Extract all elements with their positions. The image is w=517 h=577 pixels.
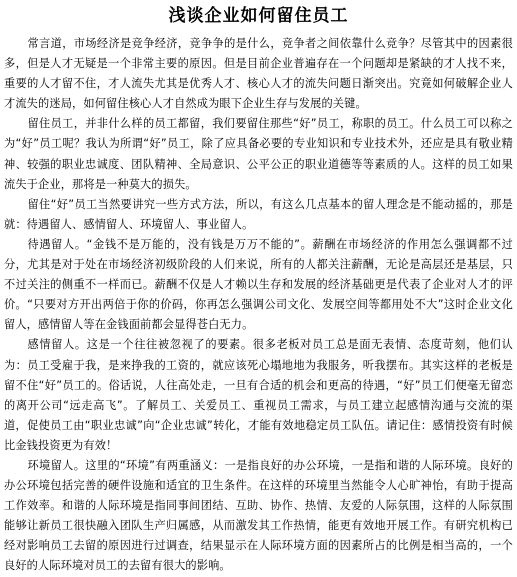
paragraph-emotional-care: 感情留人。这是一个往往被忽视了的要素。很多老板对员工总是面无表情、态度苛刻，他们认为：员工受雇于我，是来挣我的工资的，就应该死心塌地地为我服务，听我摆布。其实这样的老板是留不住“好”员工的。俗话说，人往高处走，一旦有合适的机会和更高的待遇，“好”员工们便毫无留恋的离开公司“远走高飞”。了解员工、关爱员工、重视员工需求，与员工建立起感情沟通与交流的渠道，促使员工由“职业忠诚”向“企业忠诚”转化，才能有效地稳定员工队伍。请记住：感情投资有时候比金钱投资更为有效！ [4, 338, 513, 452]
document-body [4, 34, 513, 577]
paragraph-retention-principles: 留住“好”员工当然要讲究一些方式方法，所以，有这么几点基本的留人理念是不能动摇的，那是就：待遇留人、感情留人、环境留人、事业留人。 [4, 197, 513, 231]
document-title: 浅谈企业如何留住员工 [168, 6, 349, 26]
paragraph-intro: 常言道，市场经济是竞争经济，竞争争的是什么，竞争者之间依靠什么竞争？尽管其中的因素很多，但是人才无疑是一个非常主要的原因。但是目前企业普遍存在一个问题却是紧缺的才人找不来，重要的人才留不住，才人流失尤其是优秀人才、核心人才的流失问题日渐突出。究竟如何破解企业人才流失的迷局，如何留住核心人才自然成为眼下企业生存与发展的关键。 [4, 37, 513, 111]
paragraph-good-employees: 留住员工，并非什么样的员工都留，我们要留住那些“好”员工，称职的员工。什么员工可以称之为“好”员工呢？我认为所谓“好”员工，除了应具备必要的专业知识和专业技术外，还应是具有敬业精神、较强的职业忠诚度、团队精神、全局意识、公平公正的职业道德等等素质的人。这样的员工如果流失于企业，那将是一种莫大的损失。 [4, 117, 513, 191]
paragraph-environment: 环境留人。这里的“环境”有两重涵义：一是指良好的办公环境，一是指和谐的人际环境。良好的办公环境包括完善的硬件设施和适宜的卫生条件。在这样的环境里当然能令人心旷神怡，有助于提高工作效率。和谐的人际环境是指同事间团结、互助、协作、热情、友爱的人际氛围，这样的人际氛围能够让新员工很快融入团队生产归属感，从而激发其工作热情，能更有效地开展工作。有研究机构已经对影响员工去留的原因进行过调查，结果显示在人际环境方面的因素所占的比例是相当高的，一个良好的人际环境对员工的去留有很大的影响。 [4, 458, 513, 573]
paragraph-compensation: 待遇留人。“金钱不是万能的，没有钱是万万不能的”。薪酬在市场经济的作用怎么强调都不过分，尤其是对于处在市场经济初级阶段的人们来说，所有的人都关注薪酬，无论是高层还是基层，只不过关注的侧重不一样而已。薪酬不仅是人才赖以生存和发展的经济基础更是代表了企业对人才的评价。“只要对方开出两倍于你的价码，你再怎么强调公司文化、发展空间等都用处不大”这时企业文化留人，感情留人等在金钱面前都会显得苍白无力。 [4, 237, 513, 332]
